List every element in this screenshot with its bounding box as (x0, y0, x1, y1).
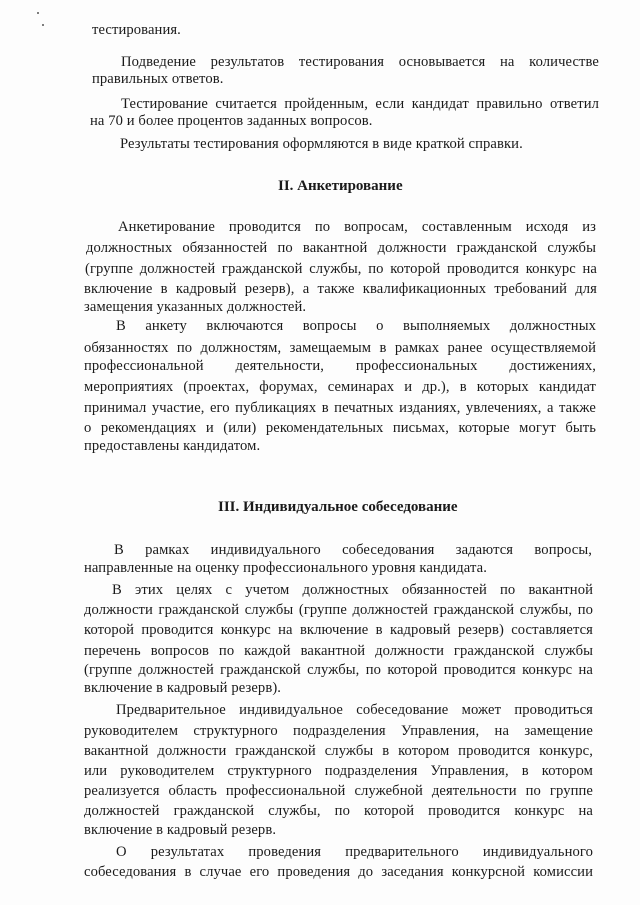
text-line: В этих целях с учетом должностных обязанностей по вакантной (112, 582, 593, 598)
scan-speck (42, 24, 44, 26)
section-heading: III. Индивидуальное собеседование (218, 499, 458, 515)
text-line: должностей гражданской службы, по которой проводится конкурс на (84, 803, 593, 819)
text-line: В рамках индивидуального собеседования задаются вопросы, (114, 542, 592, 558)
text-line: или руководителем структурного подразделения Управления, в котором (84, 763, 593, 779)
text-line: О результатах проведения предварительного индивидуального (116, 844, 593, 860)
section-heading: II. Анкетирование (278, 178, 403, 194)
text-line: тестирования. (92, 22, 181, 38)
text-line: которой проводится конкурс на включение в кадровый резерв) составляется (84, 622, 593, 638)
text-line: принимал участие, его публикациях в печатных изданиях, увлечениях, а также (84, 400, 596, 416)
text-line: включение в кадровый резерв), а также квалификационных требований для (84, 281, 597, 297)
text-line: реализуется область профессиональной служебной деятельности по группе (84, 783, 593, 799)
text-line: Анкетирование проводится по вопросам, составленным исходя из (118, 219, 596, 235)
text-line: правильных ответов. (92, 71, 224, 87)
text-line: собеседования в случае его проведения до заседания конкурсной комиссии (84, 864, 593, 880)
text-line: руководителем структурного подразделения Управления, на замещение (84, 723, 593, 739)
text-line: Тестирование считается пройденным, если кандидат правильно ответил (121, 96, 599, 112)
text-line: направленные на оценку профессионального уровня кандидата. (84, 560, 487, 576)
text-line: предоставлены кандидатом. (84, 438, 261, 454)
text-line: вакантной должности гражданской службы в котором проводится конкурс, (84, 743, 593, 759)
text-line: перечень вопросов по каждой вакантной должности гражданской службы (84, 643, 593, 659)
text-line: должностных обязанностей по вакантной должности гражданской службы (86, 240, 596, 256)
text-line: Подведение результатов тестирования основывается на количестве (121, 54, 599, 70)
text-line: В анкету включаются вопросы о выполняемых должностных (116, 318, 596, 334)
text-line: Результаты тестирования оформляются в виде краткой справки. (120, 136, 523, 152)
text-line: включение в кадровый резерв. (84, 822, 277, 838)
text-line: профессиональной деятельности, профессиональных достижениях, (84, 358, 596, 374)
text-line: Предварительное индивидуальное собеседование может проводиться (116, 702, 593, 718)
text-line: (группе должностей гражданской службы, по которой проводится конкурс на (85, 261, 597, 277)
text-line: должности гражданской службы (группе должностей гражданской службы, по (84, 602, 593, 618)
text-line: на 70 и более процентов заданных вопросов. (90, 113, 373, 129)
text-line: мероприятиях (проектах, форумах, семинарах и др.), в которых кандидат (84, 379, 596, 395)
text-line: (группе должностей гражданской службы, по которой проводится конкурс на (84, 662, 593, 678)
text-line: обязанностях по должностям, замещаемым в рамках ранее осуществляемой (84, 340, 596, 356)
text-line: замещения указанных должностей. (84, 299, 307, 315)
text-line: включение в кадровый резерв). (84, 680, 282, 696)
scan-speck (37, 12, 39, 14)
text-line: о рекомендациях и (или) рекомендательных письмах, которые могут быть (84, 420, 596, 436)
